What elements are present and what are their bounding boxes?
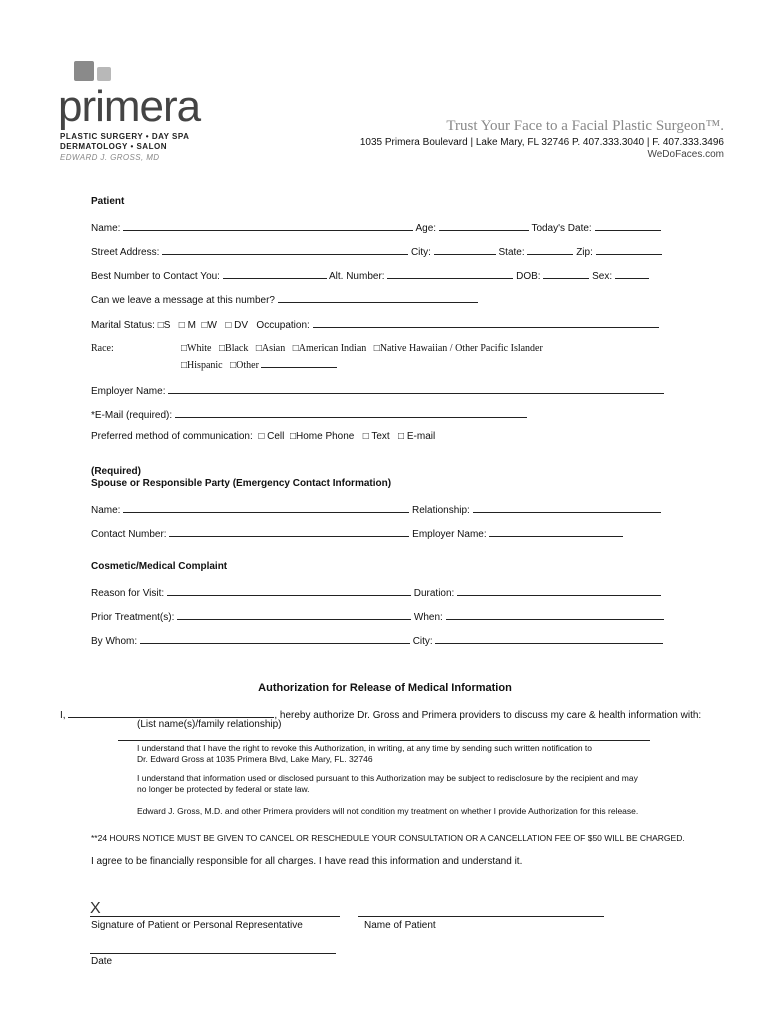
signature-field[interactable] [90,916,340,917]
logo-line-1: PLASTIC SURGERY • DAY SPA [60,132,190,141]
prior-label: Prior Treatment(s): [91,612,175,623]
todays-date-label: Today's Date: [531,223,592,234]
authorize-text: , hereby authorize Dr. Gross and Primera providers to discuss my care & health information with: [274,710,702,721]
best-number-field[interactable] [223,268,327,279]
duration-field[interactable] [457,585,661,596]
authorize-i: I, [60,710,66,721]
by-whom-label: By Whom: [91,636,138,647]
dob-label: DOB: [516,271,541,282]
prior-field[interactable] [177,609,411,620]
address: 1035 Primera Boulevard | Lake Mary, FL 32746 P. 407.333.3040 | F. 407.333.3496 [359,137,724,148]
comm-text-label: Text [371,431,390,442]
prior-row [91,609,664,623]
complaint-city-label: City: [412,636,433,647]
emergency-heading: Spouse or Responsible Party (Emergency Contact Information) [91,478,392,489]
race-american-indian-label: American Indian [298,343,367,354]
date-label: Date [91,956,113,967]
name-field[interactable] [123,220,413,231]
by-whom-field[interactable] [140,633,410,644]
contact-number-field[interactable] [169,526,409,537]
state-label: State: [498,247,525,258]
age-field[interactable] [439,220,529,231]
website: WeDoFaces.com [647,149,724,160]
condition-text: Edward J. Gross, M.D. and other Primera providers will not condition my treatment on whether I provide Authorization for this release. [137,806,639,816]
comm-home-checkbox[interactable]: □ [289,431,296,442]
authorization-heading: Authorization for Release of Medical Information [258,682,512,694]
comm-cell-checkbox[interactable]: □ [258,431,265,442]
name-label: Name: [91,223,121,234]
race-hawaiian-checkbox[interactable]: □ [373,343,380,354]
race-asian-label: Asian [261,343,286,354]
race-other-label: Other [236,360,259,371]
race-hispanic-label: Hispanic [187,360,223,371]
city-label: City: [410,247,431,258]
dob-field[interactable] [543,268,589,279]
patient-name-sign-field[interactable] [358,916,604,917]
race-asian-checkbox[interactable]: □ [255,343,262,354]
state-field[interactable] [527,244,573,255]
revoke-text-2: Dr. Edward Gross at 1035 Primera Blvd, Lake Mary, FL. 32746 [137,754,373,764]
logo-doctor-name: EDWARD J. GROSS, MD [60,153,160,162]
emergency-employer-field[interactable] [489,526,623,537]
agree-text: I agree to be financially responsible for all charges. I have read this information and understand it. [91,856,523,867]
logo-wordmark: primera [58,82,201,131]
age-label: Age: [415,223,437,234]
reason-label: Reason for Visit: [91,588,165,599]
redisclosure-text-2: no longer be protected by federal or state law. [137,784,310,794]
signature-label: Signature of Patient or Personal Representative [91,920,303,931]
address-row [91,244,662,258]
race-row-1 [181,343,543,354]
contact-row [91,268,649,282]
race-other-field[interactable] [261,357,337,368]
patient-name-row [91,220,661,234]
relationship-label: Relationship: [412,505,470,516]
redisclosure-text-1: I understand that information used or disclosed pursuant to this Authorization may be subject to redisclosure by the recipient and may [137,773,638,783]
when-label: When: [413,612,443,623]
comm-text-checkbox[interactable]: □ [362,431,369,442]
emergency-name-label: Name: [91,505,121,516]
comm-email-label: E-mail [406,431,436,442]
marital-row [91,317,659,331]
race-american-indian-checkbox[interactable]: □ [292,343,299,354]
emergency-name-field[interactable] [123,502,409,513]
alt-number-label: Alt. Number: [328,271,385,282]
list-names-label: (List name(s)/family relationship) [137,719,282,730]
zip-label: Zip: [576,247,593,258]
marital-w-checkbox[interactable]: □ [201,320,208,331]
zip-field[interactable] [596,244,662,255]
cancellation-notice: **24 HOURS NOTICE MUST BE GIVEN TO CANCEL OR RESCHEDULE YOUR CONSULTATION OR A CANCELLATION FEE OF $50 WILL BE CHARGED. [91,833,685,843]
best-number-label: Best Number to Contact You: [91,271,220,282]
when-field[interactable] [446,609,664,620]
complaint-heading: Cosmetic/Medical Complaint [91,561,228,572]
authorize-name-field[interactable] [68,707,274,718]
emergency-employer-label: Employer Name: [412,529,487,540]
by-whom-row [91,633,663,647]
reason-field[interactable] [167,585,411,596]
logo-line-2: DERMATOLOGY • SALON [60,142,167,151]
list-names-field[interactable] [118,740,650,741]
street-field[interactable] [162,244,408,255]
comm-email-checkbox[interactable]: □ [398,431,405,442]
race-white-checkbox[interactable]: □ [181,343,188,354]
employer-row [91,383,664,397]
contact-number-label: Contact Number: [91,529,167,540]
alt-number-field[interactable] [387,268,513,279]
pref-comm-row [91,431,435,442]
email-label: *E-Mail (required): [91,410,173,421]
emergency-name-row [91,502,661,516]
date-field[interactable] [90,953,336,954]
email-row [91,407,527,421]
duration-label: Duration: [413,588,455,599]
race-row-2 [181,357,337,371]
message-field[interactable] [278,292,478,303]
occupation-label: Occupation: [256,320,310,331]
marital-m-checkbox[interactable]: □ [178,320,185,331]
comm-cell-label: Cell [267,431,285,442]
message-label: Can we leave a message at this number? [91,295,275,306]
message-row [91,292,478,306]
race-black-label: Black [225,343,249,354]
patient-heading: Patient [91,196,125,207]
marital-w-label: W [207,320,217,331]
marital-m-label: M [187,320,196,331]
marital-s-checkbox[interactable]: □ [157,320,164,331]
tagline: Trust Your Face to a Facial Plastic Surgeon™. [446,118,724,134]
race-black-checkbox[interactable]: □ [218,343,226,354]
complaint-city-field[interactable] [435,633,663,644]
logo-square-light-icon [97,67,111,81]
patient-name-sign-label: Name of Patient [364,920,436,931]
city-field[interactable] [434,244,496,255]
occupation-field[interactable] [313,317,659,328]
reason-row [91,585,661,599]
comm-home-label: Home Phone [295,431,355,442]
logo-square-dark-icon [74,61,94,81]
employer-field[interactable] [168,383,664,394]
race-label: Race: [91,343,114,354]
marital-dv-checkbox[interactable]: □ [225,320,232,331]
emergency-contact-row [91,526,623,540]
race-other-checkbox[interactable]: □ [230,360,237,371]
race-hispanic-checkbox[interactable]: □ [181,360,188,371]
todays-date-field[interactable] [595,220,661,231]
employer-label: Employer Name: [91,386,166,397]
sex-field[interactable] [615,268,649,279]
signature-x-mark: X [90,900,101,917]
marital-label: Marital Status: [91,320,155,331]
race-white-label: White [187,343,212,354]
race-hawaiian-label: Native Hawaiian / Other Pacific Islander [379,343,543,354]
marital-s-label: S [163,320,171,331]
revoke-text-1: I understand that I have the right to revoke this Authorization, in writing, at any time by sending such written notification to [137,743,593,753]
sex-label: Sex: [592,271,613,282]
email-field[interactable] [175,407,527,418]
emergency-required: (Required) [91,466,141,477]
pref-comm-label: Preferred method of communication: [91,431,253,442]
relationship-field[interactable] [473,502,661,513]
marital-dv-label: DV [234,320,249,331]
street-label: Street Address: [91,247,160,258]
